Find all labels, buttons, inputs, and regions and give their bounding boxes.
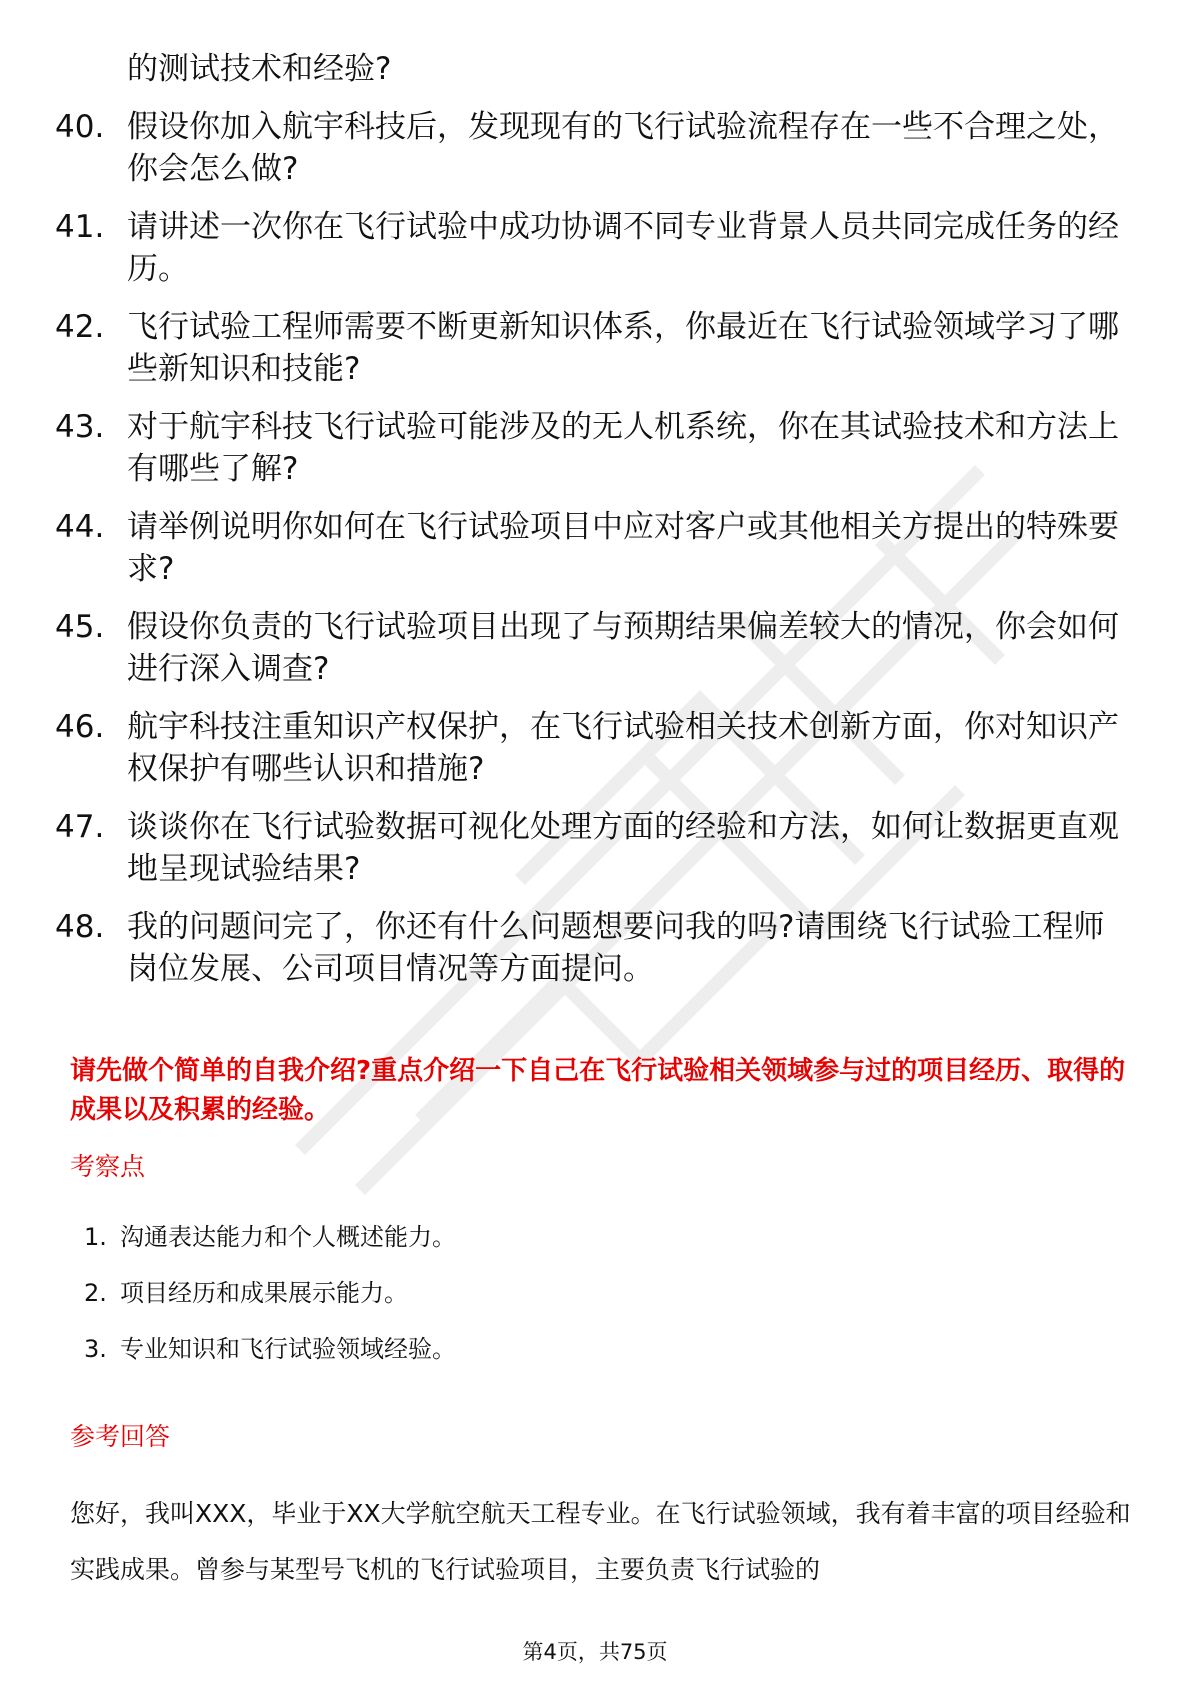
assessment-item [84, 1332, 456, 1388]
assessment-number: 1. [84, 1223, 107, 1251]
question-text: 飞行试验工程师需要不断更新知识体系，你最近在飞行试验领域学习了哪些新知识和技能? [127, 309, 1119, 387]
question-text: 我的问题问完了，你还有什么问题想要问我的吗?请围绕飞行试验工程师岗位发展、公司项目情况等方面提问。 [127, 909, 1105, 987]
reference-title: 参考回答 [70, 1422, 171, 1451]
question-number: 41. [55, 209, 105, 245]
assessment-text: 沟通表达能力和个人概述能力。 [120, 1223, 456, 1251]
assessment-list [84, 1220, 456, 1388]
question-list [55, 106, 1125, 1006]
question-item [55, 106, 1125, 190]
question-continuation [55, 48, 1190, 90]
assessment-title: 考察点 [70, 1152, 146, 1181]
question-text: 假设你负责的飞行试验项目出现了与预期结果偏差较大的情况，你会如何进行深入调查? [127, 609, 1119, 687]
assessment-item [84, 1276, 456, 1332]
question-number: 46. [55, 709, 105, 745]
question-number: 44. [55, 509, 105, 545]
question-number: 42. [55, 309, 105, 345]
assessment-number: 2. [84, 1279, 107, 1307]
question-text: 谈谈你在飞行试验数据可视化处理方面的经验和方法，如何让数据更直观地呈现试验结果? [127, 809, 1119, 887]
continuation-text: 的测试技术和经验? [127, 51, 392, 87]
question-number: 48. [55, 909, 105, 945]
question-item [55, 406, 1125, 490]
question-text: 对于航宇科技飞行试验可能涉及的无人机系统，你在其试验技术和方法上有哪些了解? [127, 409, 1119, 487]
question-number: 47. [55, 809, 105, 845]
question-number: 45. [55, 609, 105, 645]
question-text: 假设你加入航宇科技后，发现现有的飞行试验流程存在一些不合理之处，你会怎么做? [127, 109, 1119, 187]
question-item [55, 306, 1125, 390]
reference-answer: 您好，我叫XXX，毕业于XX大学航空航天工程专业。在飞行试验领域，我有着丰富的项目经验和实践成果。曾参与某型号飞机的飞行试验项目，主要负责飞行试验的 [70, 1499, 1131, 1584]
assessment-text: 项目经历和成果展示能力。 [120, 1279, 408, 1307]
page-footer: 第4页，共75页 [522, 1640, 668, 1664]
question-item [55, 506, 1125, 590]
question-text: 请讲述一次你在飞行试验中成功协调不同专业背景人员共同完成任务的经历。 [127, 209, 1119, 287]
assessment-item [84, 1220, 456, 1276]
question-item [55, 606, 1125, 690]
assessment-number: 3. [84, 1335, 107, 1363]
assessment-text: 专业知识和飞行试验领域经验。 [120, 1335, 456, 1363]
question-number: 40. [55, 109, 105, 145]
question-item [55, 706, 1125, 790]
question-item [55, 206, 1125, 290]
highlight-question: 请先做个简单的自我介绍?重点介绍一下自己在飞行试验相关领域参与过的项目经历、取得的成果以及积累的经验。 [70, 1056, 1126, 1125]
question-number: 43. [55, 409, 105, 445]
question-text: 航宇科技注重知识产权保护，在飞行试验相关技术创新方面，你对知识产权保护有哪些认识和措施? [127, 709, 1119, 787]
question-text: 请举例说明你如何在飞行试验项目中应对客户或其他相关方提出的特殊要求? [127, 509, 1119, 587]
question-item [55, 806, 1125, 890]
question-item [55, 906, 1125, 990]
